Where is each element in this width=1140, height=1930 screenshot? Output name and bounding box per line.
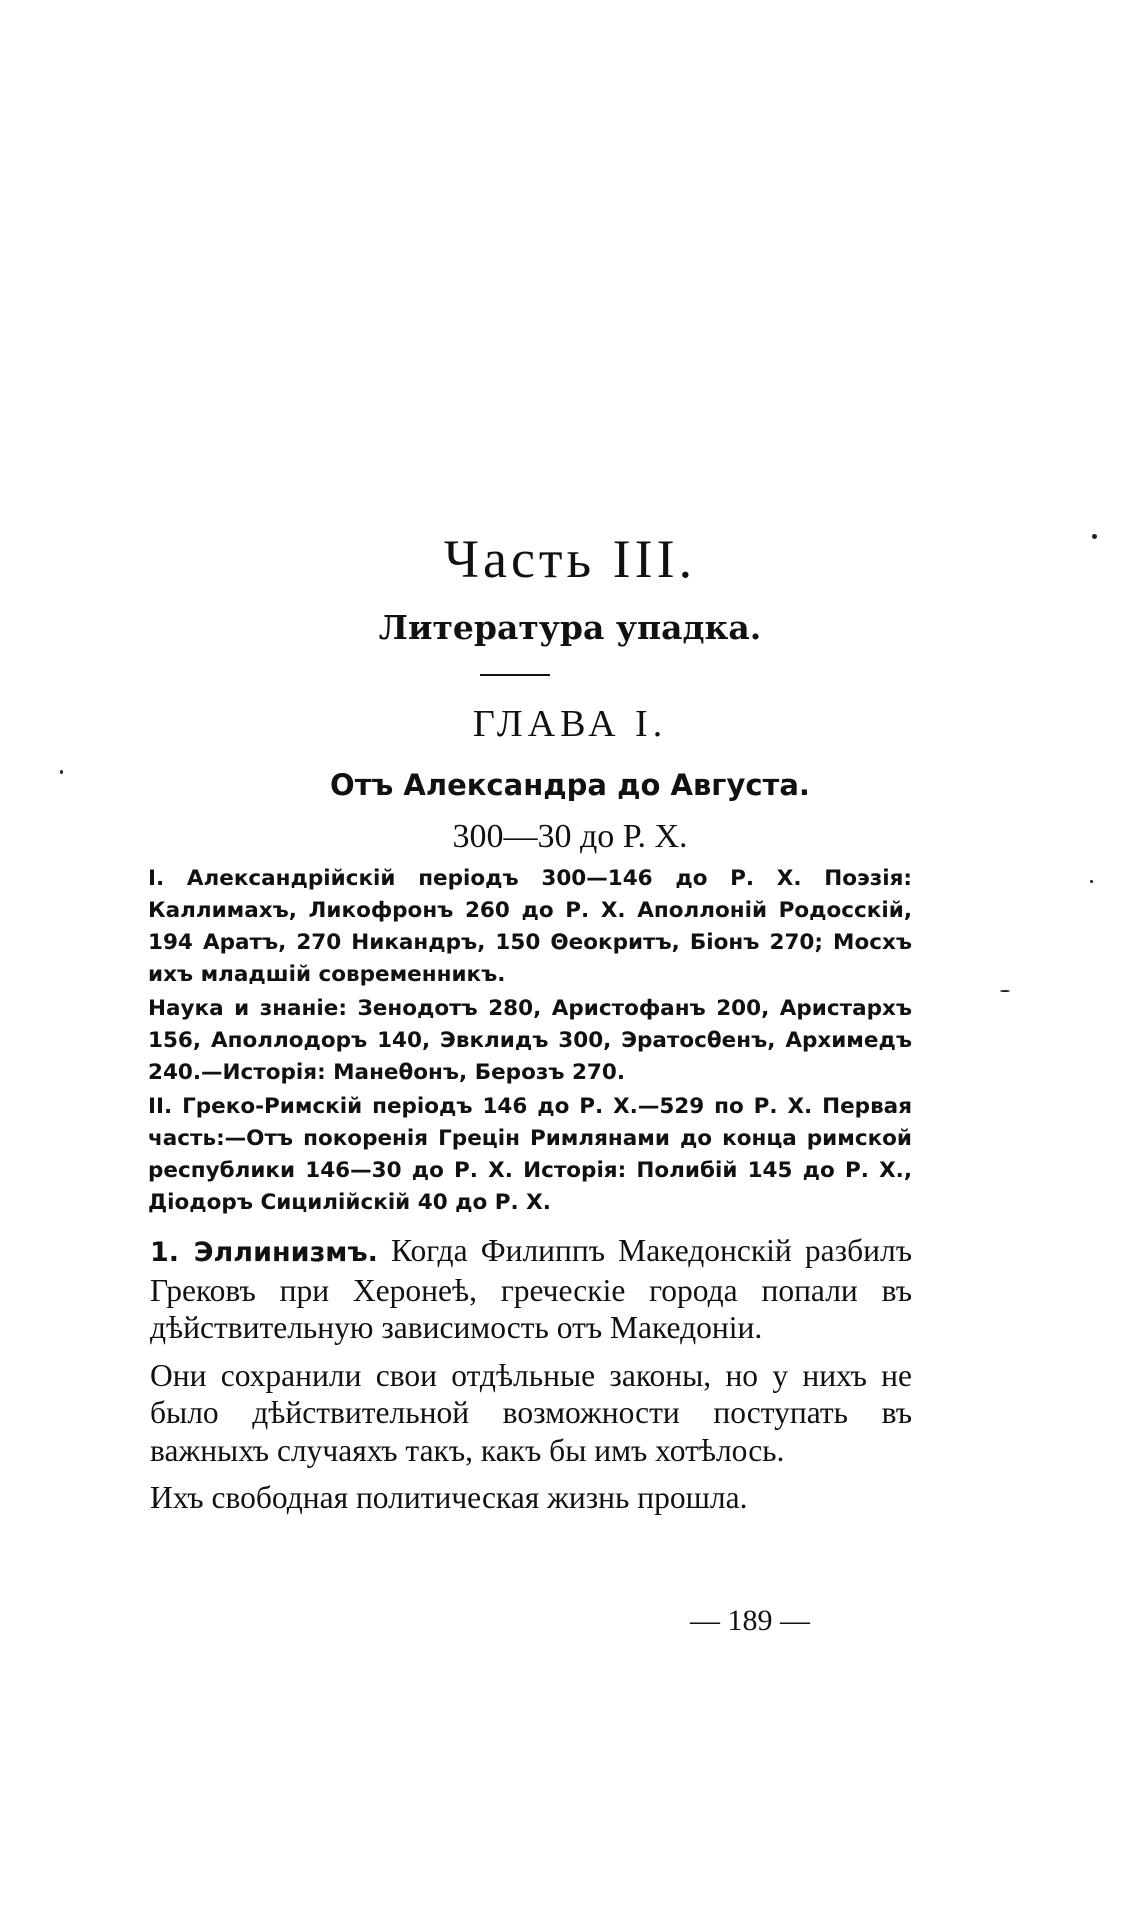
- body-paragraph-1: [150, 1232, 912, 1347]
- body-paragraph-1-text: Когда Филиппъ Македонскій разбилъ Грековъ при Херонеѣ, греческіе города попали въ дѣйствительную зависимость отъ Македоніи.: [150, 1233, 912, 1345]
- scan-speck: [1092, 534, 1097, 539]
- summary-paragraph-2: Наука и знаніе: Зенодотъ 280, Аристофанъ 200, Аристархъ 156, Аполлодоръ 140, Эвклидъ 300, Эратосθенъ, Архимедъ 240.—Исторія: Манеθонъ, Берозъ 270.: [148, 996, 912, 1085]
- summary-paragraph-1: I. Александрійскій періодъ 300—146 до Р. Х. Поэзія: Каллимахъ, Ликофронъ 260 до Р. Х. Аполлоній Родосскій, 194 Аратъ, 270 Никандръ, 150 Θеокритъ, Біонъ 270; Мосхъ ихъ младшій современникъ.: [148, 866, 912, 987]
- scan-speck: [1090, 880, 1093, 883]
- page-number: — 189 —: [690, 1604, 810, 1637]
- chapter-dates: 300—30 до Р. Х.: [452, 818, 688, 855]
- body-paragraph-2: Они сохранили свои отдѣльные законы, но у нихъ не было дѣйствительной возможности поступать въ важныхъ случаяхъ такъ, какъ бы имъ хотѣлось.: [150, 1357, 912, 1468]
- body-text: [150, 1232, 912, 1527]
- part-subtitle: Литература упадка.: [378, 608, 762, 647]
- scan-speck: [1000, 990, 1010, 992]
- part-title: Часть III.: [443, 529, 697, 589]
- divider-rule: [480, 674, 550, 676]
- body-paragraph-3: Ихъ свободная политическая жизнь прошла.: [150, 1480, 748, 1515]
- summary-paragraph-3: II. Греко-Римскій періодъ 146 до Р. Х.—529 по Р. Х. Первая часть:—Отъ покоренія Грецін Римлянами до конца римской республики 146—30 до Р. Х. Исторія: Полибій 145 до Р. Х., Діодоръ Сицилійскій 40 до Р. Х.: [148, 1094, 912, 1215]
- chapter-title: ГЛАВА I.: [472, 703, 668, 745]
- chapter-subtitle: Отъ Александра до Августа.: [330, 768, 810, 802]
- section-lead: 1. Эллинизмъ.: [150, 1237, 378, 1268]
- scan-speck: [60, 770, 63, 774]
- chapter-summary: [148, 863, 912, 1221]
